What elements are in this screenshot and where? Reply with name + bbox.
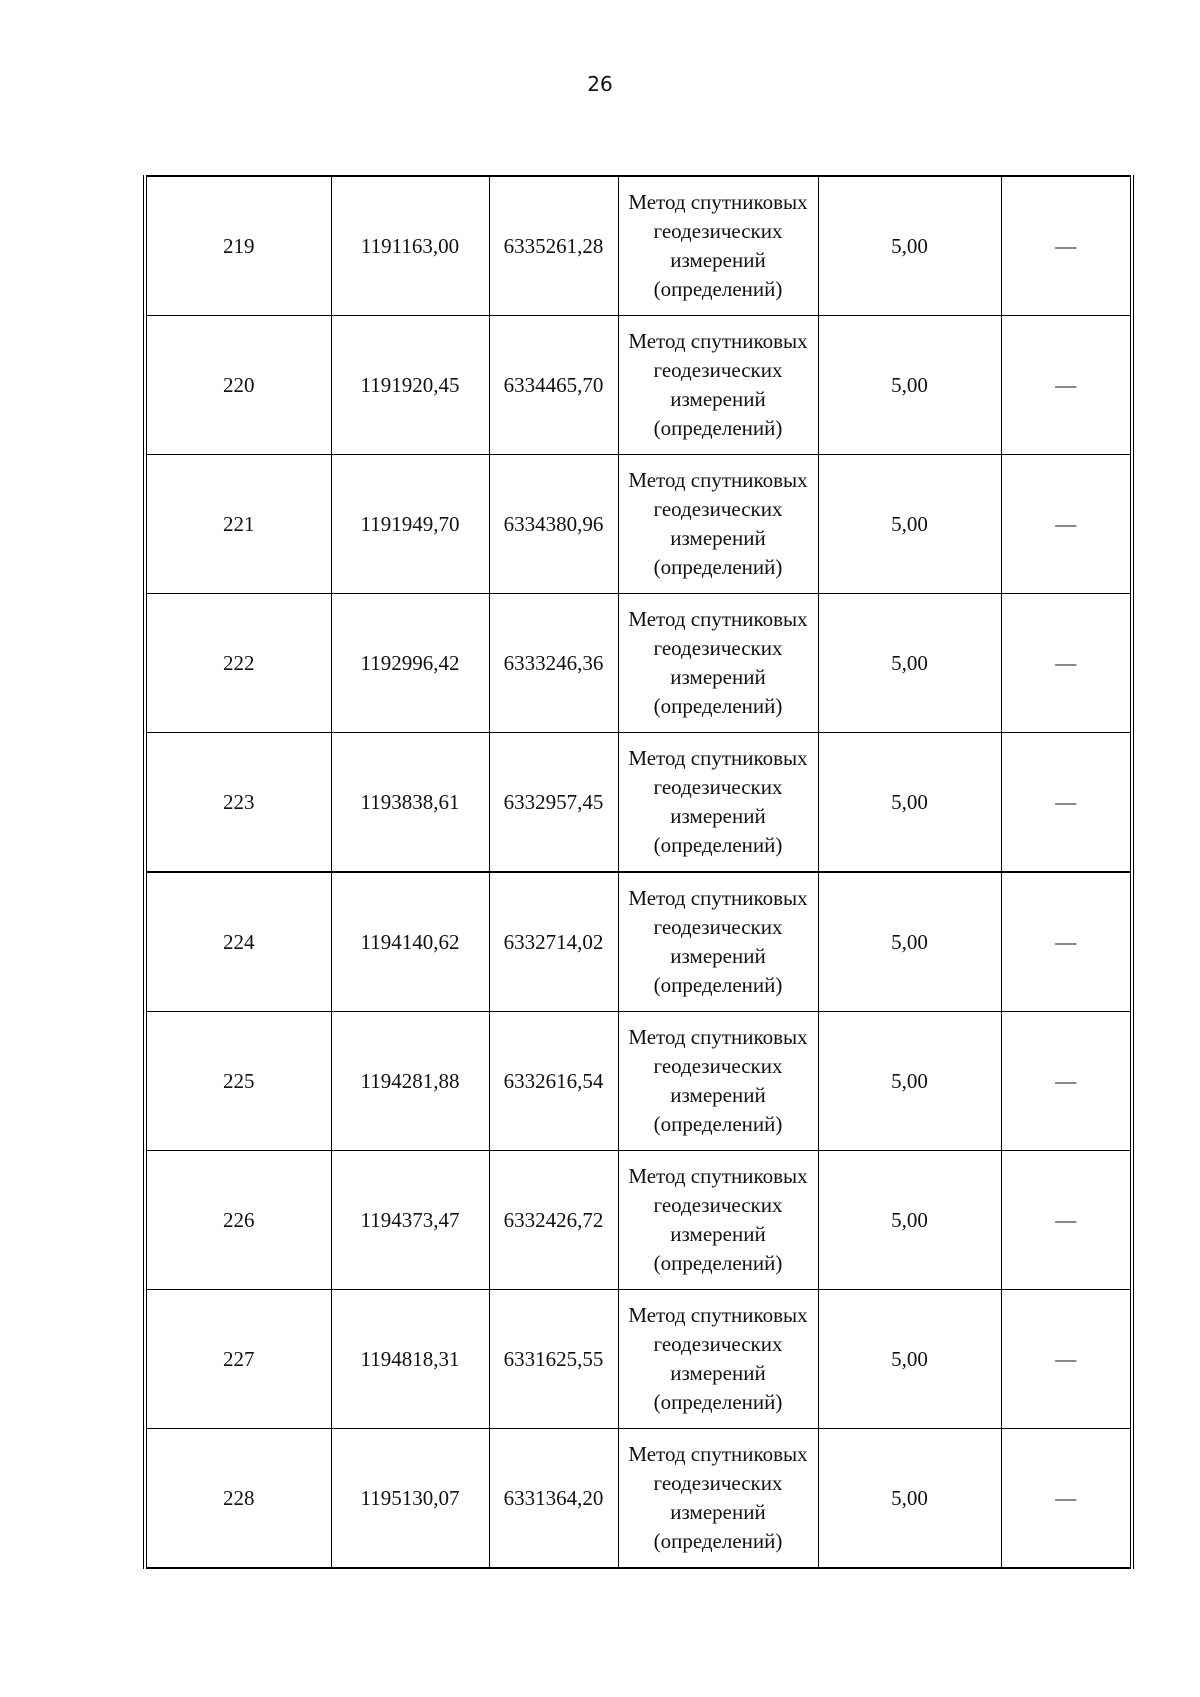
note-cell: [1001, 1151, 1132, 1290]
note-cell: [1001, 455, 1132, 594]
x-coordinate-cell: 1194373,47: [331, 1151, 489, 1290]
y-coordinate-cell: 6331625,55: [489, 1290, 618, 1429]
table-row: [145, 594, 1132, 733]
method-text-line: измерений: [670, 1222, 766, 1246]
x-coordinate-cell: 1191949,70: [331, 455, 489, 594]
method-text-line: (определений): [653, 973, 783, 997]
x-coordinate-cell: 1194281,88: [331, 1012, 489, 1151]
method-text-line: геодезических: [653, 1193, 783, 1217]
method-cell: [618, 176, 818, 316]
dash-mark: —: [1055, 1068, 1077, 1093]
error-value-cell: 5,00: [818, 1290, 1001, 1429]
method-cell: [618, 872, 818, 1012]
method-text-line: (определений): [653, 833, 783, 857]
table-row: [145, 316, 1132, 455]
method-text-line: геодезических: [653, 497, 783, 521]
point-number-cell: 226: [145, 1151, 331, 1290]
method-text-line: Метод спутниковых: [628, 329, 808, 353]
method-text-line: Метод спутниковых: [628, 1442, 808, 1466]
method-text-line: (определений): [653, 1112, 783, 1136]
method-text-line: Метод спутниковых: [628, 468, 808, 492]
table-row: [145, 455, 1132, 594]
error-value-cell: 5,00: [818, 1151, 1001, 1290]
table-row: [145, 733, 1132, 873]
method-text-line: (определений): [653, 555, 783, 579]
point-number-cell: 222: [145, 594, 331, 733]
point-number-cell: 220: [145, 316, 331, 455]
x-coordinate-cell: 1191920,45: [331, 316, 489, 455]
dash-mark: —: [1055, 650, 1077, 675]
note-cell: [1001, 733, 1132, 873]
method-cell: [618, 1151, 818, 1290]
method-text-line: геодезических: [653, 775, 783, 799]
method-text-line: Метод спутниковых: [628, 746, 808, 770]
method-text-line: (определений): [653, 1529, 783, 1553]
page-number: 26: [587, 72, 613, 96]
dash-mark: —: [1055, 372, 1077, 397]
x-coordinate-cell: 1193838,61: [331, 733, 489, 873]
method-text-line: измерений: [670, 526, 766, 550]
note-cell: [1001, 594, 1132, 733]
error-value-cell: 5,00: [818, 455, 1001, 594]
y-coordinate-cell: 6332957,45: [489, 733, 618, 873]
method-text-line: геодезических: [653, 358, 783, 382]
coordinates-table: [143, 175, 1134, 1569]
dash-mark: —: [1055, 789, 1077, 814]
dash-mark: —: [1055, 511, 1077, 536]
dash-mark: —: [1055, 1207, 1077, 1232]
method-text-line: измерений: [670, 1083, 766, 1107]
note-cell: [1001, 316, 1132, 455]
method-text-line: измерений: [670, 804, 766, 828]
table-row: [145, 1012, 1132, 1151]
method-cell: [618, 733, 818, 873]
dash-mark: —: [1055, 929, 1077, 954]
note-cell: [1001, 872, 1132, 1012]
point-number-cell: 224: [145, 872, 331, 1012]
dash-mark: —: [1055, 1346, 1077, 1371]
method-cell: [618, 1012, 818, 1151]
error-value-cell: 5,00: [818, 1012, 1001, 1151]
method-cell: [618, 594, 818, 733]
point-number-cell: 228: [145, 1429, 331, 1569]
method-text-line: (определений): [653, 1390, 783, 1414]
method-cell: [618, 316, 818, 455]
method-text-line: геодезических: [653, 1332, 783, 1356]
y-coordinate-cell: 6332426,72: [489, 1151, 618, 1290]
point-number-cell: 223: [145, 733, 331, 873]
x-coordinate-cell: 1194818,31: [331, 1290, 489, 1429]
y-coordinate-cell: 6335261,28: [489, 176, 618, 316]
point-number-cell: 219: [145, 176, 331, 316]
error-value-cell: 5,00: [818, 872, 1001, 1012]
method-cell: [618, 1290, 818, 1429]
table-row: [145, 176, 1132, 316]
method-text-line: измерений: [670, 944, 766, 968]
table-row: [145, 1290, 1132, 1429]
dash-mark: —: [1055, 1485, 1077, 1510]
note-cell: [1001, 1012, 1132, 1151]
method-text-line: геодезических: [653, 636, 783, 660]
y-coordinate-cell: 6332714,02: [489, 872, 618, 1012]
method-text-line: геодезических: [653, 219, 783, 243]
point-number-cell: 225: [145, 1012, 331, 1151]
method-text-line: измерений: [670, 1361, 766, 1385]
method-text-line: геодезических: [653, 1054, 783, 1078]
table-row: [145, 1151, 1132, 1290]
method-cell: [618, 455, 818, 594]
note-cell: [1001, 1290, 1132, 1429]
method-cell: [618, 1429, 818, 1569]
y-coordinate-cell: 6334380,96: [489, 455, 618, 594]
x-coordinate-cell: 1191163,00: [331, 176, 489, 316]
x-coordinate-cell: 1192996,42: [331, 594, 489, 733]
point-number-cell: 227: [145, 1290, 331, 1429]
method-text-line: Метод спутниковых: [628, 607, 808, 631]
error-value-cell: 5,00: [818, 594, 1001, 733]
x-coordinate-cell: 1195130,07: [331, 1429, 489, 1569]
error-value-cell: 5,00: [818, 1429, 1001, 1569]
dash-mark: —: [1055, 233, 1077, 258]
note-cell: [1001, 176, 1132, 316]
method-text-line: Метод спутниковых: [628, 1164, 808, 1188]
method-text-line: (определений): [653, 1251, 783, 1275]
method-text-line: измерений: [670, 387, 766, 411]
method-text-line: (определений): [653, 694, 783, 718]
y-coordinate-cell: 6331364,20: [489, 1429, 618, 1569]
point-number-cell: 221: [145, 455, 331, 594]
y-coordinate-cell: 6334465,70: [489, 316, 618, 455]
error-value-cell: 5,00: [818, 316, 1001, 455]
method-text-line: геодезических: [653, 1471, 783, 1495]
method-text-line: измерений: [670, 1500, 766, 1524]
method-text-line: Метод спутниковых: [628, 1025, 808, 1049]
y-coordinate-cell: 6333246,36: [489, 594, 618, 733]
method-text-line: (определений): [653, 416, 783, 440]
method-text-line: Метод спутниковых: [628, 190, 808, 214]
error-value-cell: 5,00: [818, 733, 1001, 873]
error-value-cell: 5,00: [818, 176, 1001, 316]
method-text-line: геодезических: [653, 915, 783, 939]
method-text-line: измерений: [670, 665, 766, 689]
method-text-line: Метод спутниковых: [628, 886, 808, 910]
x-coordinate-cell: 1194140,62: [331, 872, 489, 1012]
table-row: [145, 1429, 1132, 1569]
method-text-line: Метод спутниковых: [628, 1303, 808, 1327]
note-cell: [1001, 1429, 1132, 1569]
table-row: [145, 872, 1132, 1012]
y-coordinate-cell: 6332616,54: [489, 1012, 618, 1151]
method-text-line: (определений): [653, 277, 783, 301]
method-text-line: измерений: [670, 248, 766, 272]
